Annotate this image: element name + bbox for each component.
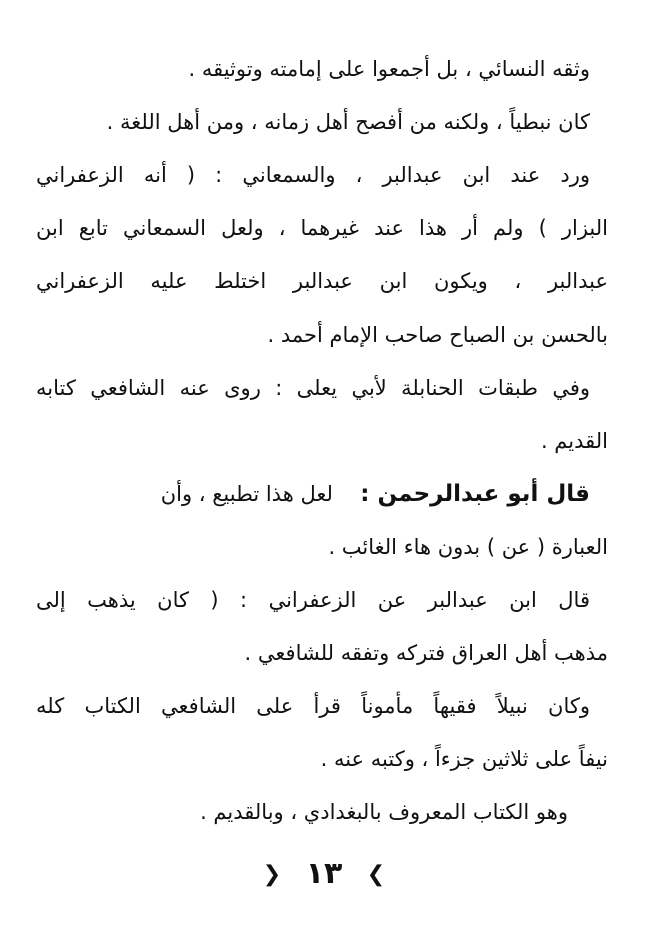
text-line-1: وثقه النسائي ، بل أجمعوا على إمامته وتوثيقه . (188, 57, 590, 81)
text-line-15: وهو الكتاب المعروف بالبغدادي ، وبالقديم . (200, 800, 568, 824)
author-remark-lead: قال أبو عبدالرحمن : (360, 481, 590, 507)
text-line-11: قال ابن عبدالبر عن الزعفراني : ( كان يذهب إلى (36, 588, 590, 612)
ornament-left-icon: ❮ (262, 862, 282, 887)
text-line-4: البزار ) ولم أر هذا عند غيرهما ، ولعل السمعاني تابع ابن (36, 216, 608, 240)
text-line-14: نيفاً على ثلاثين جزءاً ، وكتبه عنه . (320, 747, 608, 771)
page-number: ١٣ (305, 856, 343, 891)
text-line-2: كان نبطياً ، ولكنه من أفصح أهل زمانه ، ومن أهل اللغة . (106, 110, 590, 134)
text-line-7: وفي طبقات الحنابلة لأبي يعلى : روى عنه الشافعي كتابه (36, 376, 590, 400)
text-line-13: وكان نبيلاً فقيهاً مأموناً قرأ على الشافعي الكتاب كله (36, 694, 590, 718)
text-line-10: العبارة ( عن ) بدون هاء الغائب . (328, 535, 608, 559)
text-line-6: بالحسن بن الصباح صاحب الإمام أحمد . (267, 323, 608, 347)
author-remark-text: لعل هذا تطبيع ، وأن (160, 482, 333, 506)
text-line-12: مذهب أهل العراق فتركه وتفقه للشافعي . (244, 641, 608, 665)
text-line-8: القديم . (540, 429, 608, 453)
ornament-right-icon: ❯ (366, 862, 386, 887)
text-line-9 (36, 479, 590, 509)
page-number-footer (0, 856, 648, 891)
text-line-3: ورد عند ابن عبدالبر ، والسمعاني : ( أنه الزعفراني (36, 163, 590, 187)
text-line-5: عبدالبر ، ويكون ابن عبدالبر اختلط عليه الزعفراني (36, 269, 608, 293)
